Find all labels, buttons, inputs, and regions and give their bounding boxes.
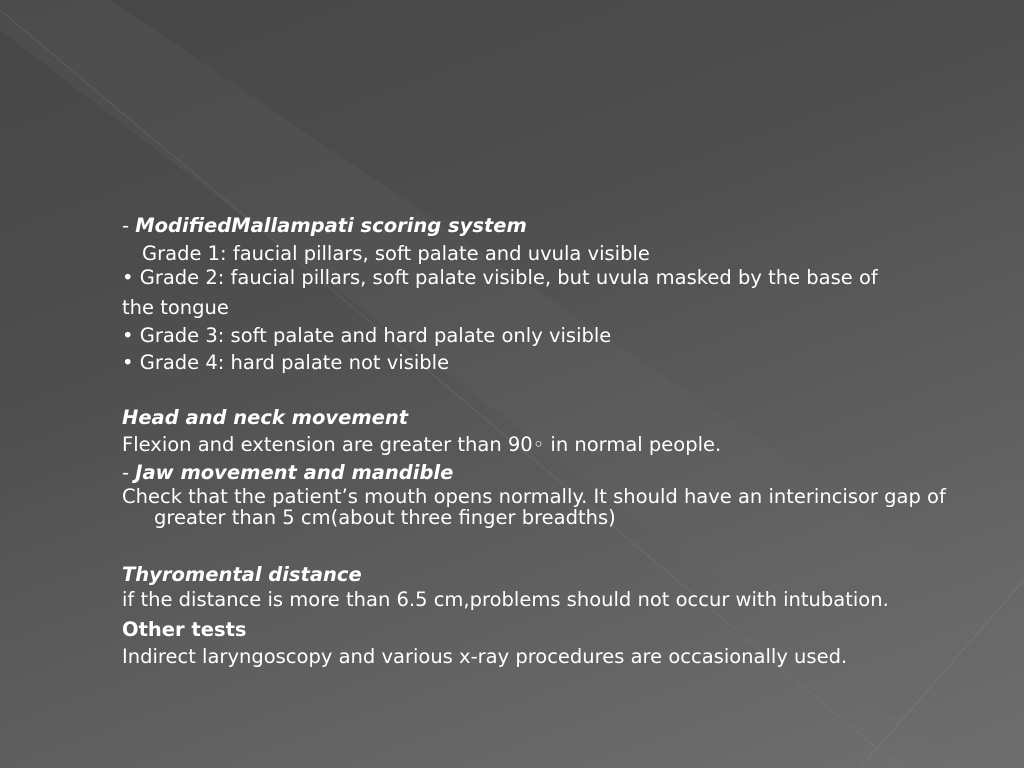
spacer	[122, 534, 962, 561]
bullet-marker: •	[122, 266, 140, 289]
slide-body	[122, 212, 962, 671]
grade-4-text: Grade 4: hard palate not visible	[139, 351, 450, 374]
bullet-marker: •	[122, 323, 140, 347]
bullet-marker: •	[122, 351, 140, 374]
grade-4-line	[122, 349, 962, 377]
dash-marker: -	[122, 214, 136, 237]
jaw-heading: Jaw movement and mandible	[135, 460, 454, 484]
mallampati-heading-line	[122, 212, 962, 240]
grade-1-line: Grade 1: faucial pillars, soft palate and uvula visible	[142, 241, 650, 265]
mallampati-heading: ModifiedMallampati scoring system	[135, 214, 527, 237]
grade-2-line	[122, 267, 962, 288]
grade-2-continuation: the tongue	[122, 296, 229, 319]
jaw-heading-line	[122, 459, 962, 487]
grade-3-text: Grade 3: soft palate and hard palate only visible	[139, 323, 612, 347]
grade-3-line	[122, 322, 962, 350]
grade-2-text: Grade 2: faucial pillars, soft palate visible, but uvula masked by the base of	[139, 266, 878, 289]
other-tests-text: Indirect laryngoscopy and various x-ray procedures are occasionally used.	[122, 645, 848, 668]
thyromental-heading: Thyromental distance	[122, 563, 362, 586]
dash-marker: -	[122, 460, 136, 484]
head-neck-text: Flexion and extension are greater than 90◦ in normal people.	[122, 433, 722, 456]
other-tests-heading: Other tests	[122, 617, 247, 641]
spacer	[122, 377, 962, 404]
jaw-text: Check that the patient’s mouth opens normally. It should have an interincisor gap of greater than 5 cm(about three finger breadths)	[122, 485, 946, 529]
thyromental-text: if the distance is more than 6.5 cm,problems should not occur with intubation.	[122, 587, 889, 611]
head-neck-heading: Head and neck movement	[122, 405, 409, 429]
